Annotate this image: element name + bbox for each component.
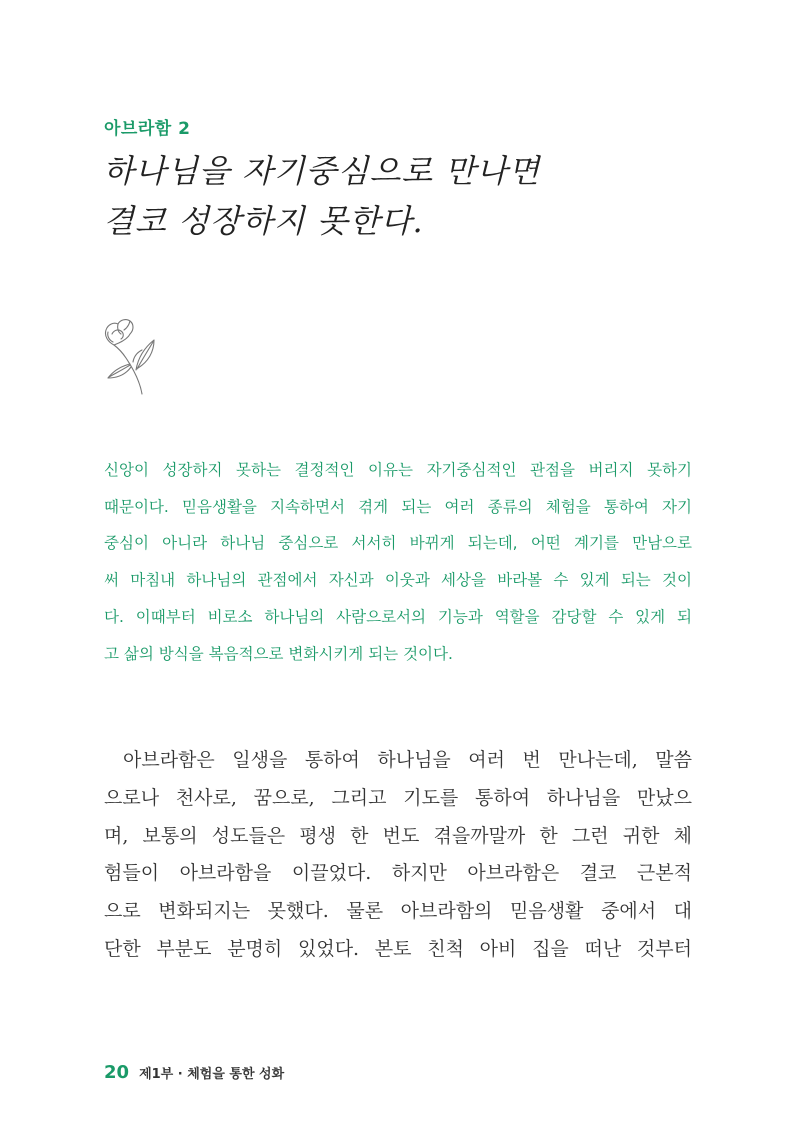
- summary-line: 다. 이때부터 비로소 하나님의 사람으로서의 기능과 역할을 감당할 수 있게 되: [104, 607, 692, 626]
- page-number: 20: [104, 1062, 130, 1083]
- summary-line: 써 마침내 하나님의 관점에서 자신과 이웃과 세상을 바라볼 수 있게 되는 것이: [104, 571, 692, 590]
- body-line: 험들이 아브라함을 이끌었다. 하지만 아브라함은 결코 근본적: [104, 862, 692, 885]
- running-head: 제1부 · 체험을 통한 성화: [139, 1067, 285, 1082]
- summary-line: 신앙이 성장하지 못하는 결정적인 이유는 자기중심적인 관점을 버리지 못하기: [104, 461, 692, 479]
- title-line-1: 하나님을 자기중심으로 만나면: [103, 152, 541, 190]
- summary-line: 중심이 아니라 하나님 중심으로 서서히 바뀌게 되는데, 어떤 계기를 만남으로: [104, 534, 692, 553]
- chapter-summary: [104, 452, 692, 672]
- title-line-2: 결코 성장하지 못한다.: [103, 202, 424, 240]
- body-line: 으로 변화되지는 못했다. 물론 아브라함의 믿음생활 중에서 대: [104, 900, 692, 923]
- body-line: 아브라함은 일생을 통하여 하나님을 여러 번 만나는데, 말씀: [123, 749, 692, 771]
- summary-line: 고 삶의 방식을 복음적으로 변화시키게 되는 것이다.: [104, 644, 453, 663]
- body-line: 단한 부분도 분명히 있었다. 본토 친척 아비 집을 떠난 것부터: [104, 937, 692, 960]
- body-line: 으로나 천사로, 꿈으로, 그리고 기도를 통하여 하나님을 만났으: [104, 786, 692, 809]
- page-footer: [104, 1062, 284, 1083]
- body-line: 며, 보통의 성도들은 평생 한 번도 겪을까말까 한 그런 귀한 체: [104, 824, 692, 847]
- body-paragraph: [104, 742, 692, 969]
- chapter-label: 아브라함 2: [104, 119, 191, 139]
- summary-line: 때문이다. 믿음생활을 지속하면서 겪게 되는 여러 종류의 체험을 통하여 자기: [104, 497, 692, 516]
- flower-line-drawing-icon: [100, 312, 160, 396]
- chapter-title: [103, 146, 703, 246]
